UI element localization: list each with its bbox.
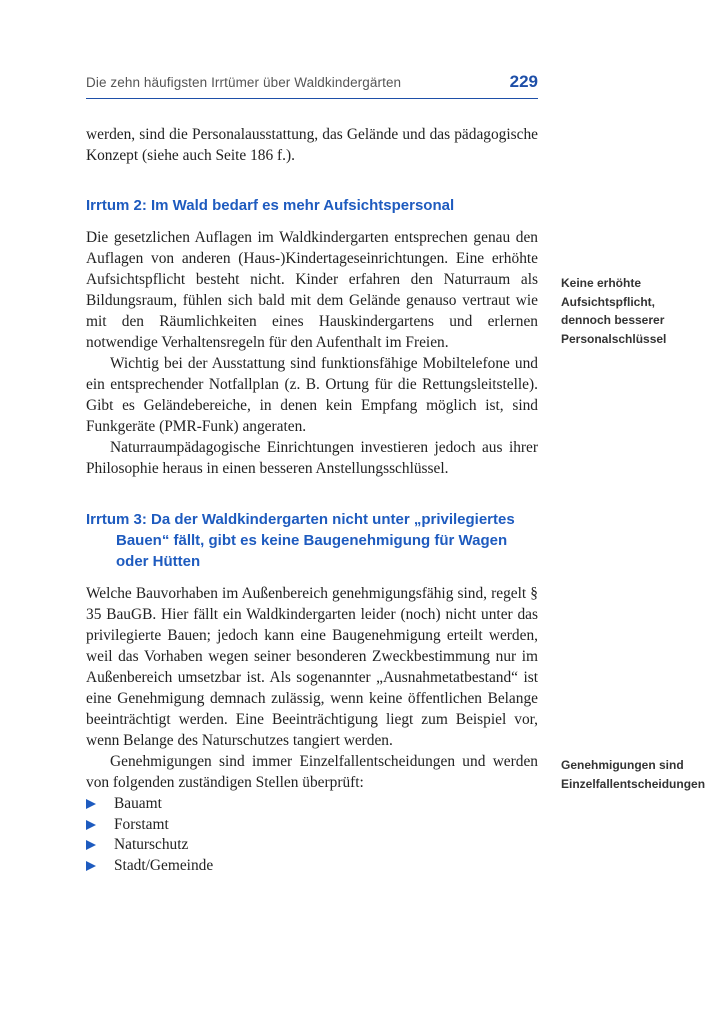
paragraph: Naturraumpädagogische Einrichtungen investieren jedoch aus ihrer Philosophie heraus in einen besseren Anstellungsschlüssel. — [86, 439, 538, 477]
section-heading-irrtum-3: Irrtum 3: Da der Waldkindergarten nicht unter „privilegiertes Bauen“ fällt, gibt es keine Baugenehmigung für Wagen oder Hütten — [86, 511, 515, 570]
page-number: 229 — [509, 72, 538, 91]
running-header-title: Die zehn häufigsten Irrtümer über Waldkindergärten — [86, 75, 402, 90]
margin-note-permits: Genehmigungen sind Einzelfallentscheidungen — [561, 758, 706, 791]
list-item-label: Forstamt — [114, 815, 169, 833]
list-item-label: Stadt/Gemeinde — [114, 856, 214, 874]
triangle-bullet-icon — [86, 840, 96, 850]
list-item — [86, 793, 538, 814]
paragraph: Wichtig bei der Ausstattung sind funktionsfähige Mobiltelefone und ein entsprechender Notfallplan (z. B. Ortung für die Rettungsleitstelle). Gibt es Geländebereiche, in denen kein Empfang möglich ist, sind Funkgeräte (PMR-Funk) angeraten. — [86, 355, 538, 435]
main-text — [86, 124, 538, 875]
intro-paragraph: werden, sind die Personalausstattung, das Gelände und das pädagogische Konzept (siehe auch Seite 186 f.). — [86, 126, 538, 164]
list-item-label: Bauamt — [114, 795, 162, 812]
triangle-bullet-icon — [86, 861, 96, 871]
running-header — [86, 72, 538, 99]
authority-list — [86, 793, 538, 875]
paragraph: Welche Bauvorhaben im Außenbereich genehmigungsfähig sind, regelt § 35 BauGB. Hier fällt ein Waldkindergarten leider (noch) nicht unter das privilegierte Bauen; jedoch kann eine Baugenehmigung erteilt werden, weil das Vorhaben wegen seiner besonderen Zweckbestimmung nur im Außenbereich umsetzbar ist. Als sogenannter „Ausnahmetatbestand“ ist eine Genehmigung demnach zulässig, wenn keine öffentlichen Belange beeinträchtigt werden. Eine Beeinträchtigung liegt zum Beispiel vor, wenn Belange des Naturschutzes tangiert werden. — [86, 585, 538, 749]
paragraph: Genehmigungen sind immer Einzelfallentscheidungen und werden von folgenden zuständigen Stellen überprüft: — [86, 753, 538, 791]
triangle-bullet-icon — [86, 820, 96, 830]
list-item — [86, 814, 538, 835]
list-item — [86, 834, 538, 855]
list-item-label: Naturschutz — [114, 836, 189, 853]
section-heading-irrtum-2: Irrtum 2: Im Wald bedarf es mehr Aufsichtspersonal — [86, 197, 455, 214]
list-item — [86, 855, 538, 876]
paragraph: Die gesetzlichen Auflagen im Waldkindergarten entsprechen genau den Auflagen von anderen (Haus-)Kindertageseinrichtungen. Eine erhöhte Aufsichtspflicht besteht nicht. Kinder erfahren den Naturraum als Bildungsraum, fühlen sich bald mit dem Gelände genauso vertraut wie mit den Räumlichkeiten eines Hauskindergartens und erlernen notwendige Verhaltensregeln für den Aufenthalt im Freien. — [86, 229, 538, 351]
triangle-bullet-icon — [86, 799, 96, 809]
margin-note-supervision: Keine erhöhte Aufsichtspflicht, dennoch besserer Personalschlüssel — [561, 276, 667, 346]
